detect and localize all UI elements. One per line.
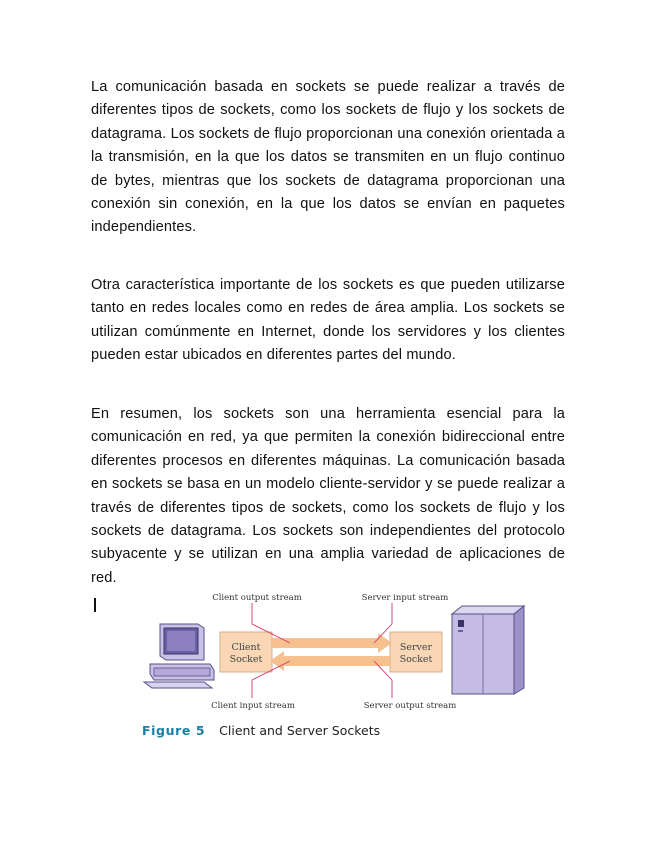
figure-caption xyxy=(142,723,380,738)
server-tower-icon xyxy=(452,606,524,694)
server-to-client-stream-arrow xyxy=(270,651,390,671)
figure-caption-text: Client and Server Sockets xyxy=(219,723,381,738)
client-socket-label-line2: Socket xyxy=(229,654,263,665)
server-socket-label-line2: Socket xyxy=(399,654,433,665)
paragraph-1: La comunicación basada en sockets se puede realizar a través de diferentes tipos de sockets, como los sockets de flujo y los sockets de datagrama. Los sockets de flujo proporcionan una conexión orientada a la transmisión, en la que los datos se transmiten en un flujo continuo de bytes, mientras que los sockets de datagrama proporcionan una conexión sin conexión, en la que los datos se envían en paquetes independientes. xyxy=(91,79,565,236)
client-computer-icon xyxy=(144,624,214,688)
client-output-stream-label: Client output stream xyxy=(212,593,302,603)
client-server-sockets-diagram xyxy=(140,588,540,716)
figure-number: Figure 5 xyxy=(142,723,206,738)
text-cursor xyxy=(94,598,96,612)
client-socket-label-line1: Client xyxy=(231,642,261,653)
server-output-stream-label: Server output stream xyxy=(363,701,457,711)
server-socket-label-line1: Server xyxy=(399,642,433,653)
paragraph-3: En resumen, los sockets son una herramienta esencial para la comunicación en red, ya que permiten la conexión bidireccional entre diferentes procesos en diferentes máquinas. La comunicación basada en sockets se basa en un modelo cliente-servidor y se puede realizar a través de diferentes tipos de sockets, como los sockets de flujo y los sockets de datagrama. Los sockets son independientes del protocolo subyacente y se utilizan en una amplia variedad de aplicaciones de red. xyxy=(91,406,565,586)
server-input-stream-label: Server input stream xyxy=(361,593,449,603)
client-input-stream-label: Client input stream xyxy=(211,701,295,711)
paragraph-2: Otra característica importante de los sockets es que pueden utilizarse tanto en redes locales como en redes de área amplia. Los sockets se utilizan comúnmente en Internet, donde los servidores y los clientes pueden estar ubicados en diferentes partes del mundo. xyxy=(91,277,565,364)
callout-lines xyxy=(252,603,392,698)
